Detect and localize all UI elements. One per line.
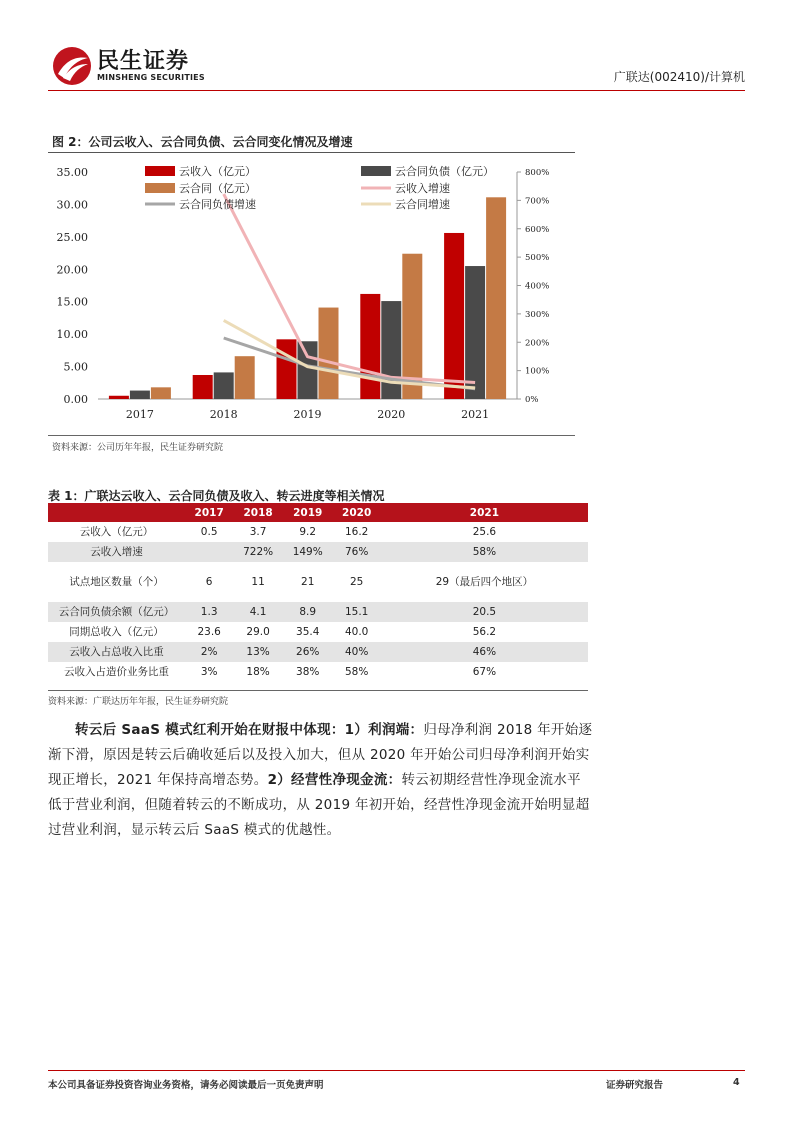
- bar: [193, 375, 213, 399]
- y-right-tick-label: 400%: [525, 281, 550, 292]
- x-tick-label: 2021: [461, 408, 490, 421]
- row-label: 同期总收入（亿元）: [69, 626, 164, 638]
- y-right-tick-label: 0%: [525, 395, 539, 405]
- minsheng-logo-icon: [52, 46, 92, 86]
- paragraph-text-cashflow: 转云初期经营性净现金流水平低于营业利润，但随着转云的不断成功，从 2019 年初开始，经营性净现金流开始明显超过营业利润，显示转云后 SaaS 模式的优越性。: [48, 772, 590, 838]
- table-cell: 29.0: [246, 626, 270, 638]
- y-right-tick-label: 700%: [525, 196, 550, 207]
- footer-disclaimer: 本公司具备证券投资咨询业务资格，请务必阅读最后一页免责声明: [48, 1080, 324, 1091]
- y-left-tick-label: 30.00: [56, 198, 88, 212]
- row-label: 云收入占总收入比重: [48, 642, 185, 662]
- page-number: 4: [733, 1077, 740, 1088]
- footer-report-type: 证券研究报告: [606, 1080, 664, 1091]
- table-cell: 26%: [283, 642, 333, 662]
- table-cell: 2%: [185, 642, 233, 662]
- bar: [214, 372, 234, 399]
- report-label: 广联达(002410)/计算机: [613, 70, 745, 84]
- table-cell: 11: [251, 576, 265, 588]
- table-cell: 16.2: [344, 526, 369, 538]
- y-right-tick-label: 600%: [525, 224, 550, 235]
- y-left-tick-label: 20.00: [56, 263, 88, 277]
- cloud-progress-table: [48, 503, 588, 682]
- figure-source: 资料来源：公司历年年报，民生证券研究院: [52, 443, 224, 453]
- table-cell: 20.5: [381, 602, 588, 622]
- y-left-tick-label: 25.00: [56, 230, 88, 244]
- series-line: [224, 320, 475, 388]
- table-cell: 3%: [200, 666, 218, 678]
- table-cell: 13%: [233, 642, 283, 662]
- table-header-cell: 2018: [233, 503, 283, 522]
- table-cell: 40.0: [344, 626, 369, 638]
- table-cell: 58%: [381, 542, 588, 562]
- x-tick-label: 2018: [209, 408, 238, 421]
- paragraph-subhead-cashflow: 2）经营性净现金流：: [267, 772, 402, 788]
- table-cell: 8.9: [283, 602, 333, 622]
- table-cell: 67%: [472, 666, 497, 678]
- table-row: [48, 542, 588, 562]
- y-left-tick-label: 10.00: [56, 328, 88, 342]
- bar: [465, 266, 485, 399]
- x-tick-label: 2020: [377, 408, 406, 421]
- table-row: [48, 622, 588, 642]
- figure-bottom-rule: [48, 435, 575, 436]
- legend-swatch: [361, 166, 391, 176]
- table-cell: 3.7: [249, 526, 267, 538]
- figure-title: 图 2：公司云收入、云合同负债、云合同变化情况及增速: [52, 135, 353, 149]
- bar: [319, 308, 339, 399]
- table-cell: [185, 542, 233, 562]
- table-cell: 9.2: [299, 526, 317, 538]
- table-header-cell: 2017: [185, 503, 233, 522]
- bar: [235, 356, 255, 399]
- table-cell: 56.2: [472, 626, 497, 638]
- table-cell: 38%: [296, 666, 320, 678]
- series-line: [224, 194, 475, 382]
- row-label: 试点地区数量（个）: [69, 576, 164, 588]
- legend-label: 云收入增速: [395, 182, 450, 195]
- row-label: 云收入增速: [48, 542, 185, 562]
- table-cell: 25.6: [472, 526, 497, 538]
- cloud-revenue-chart: [48, 155, 575, 430]
- y-right-tick-label: 800%: [525, 168, 550, 178]
- row-label: 云合同负债余额（亿元）: [48, 602, 185, 622]
- y-right-tick-label: 100%: [525, 366, 550, 377]
- header-divider: [48, 90, 745, 91]
- paragraph-text-profit: 归母净利润 2018 年开始逐渐下滑，原因是转云后确收延后以及投入加大，但从 2020 年开始公司归母净利润开始实现正增长，2021 年保持高增态势。: [48, 722, 593, 788]
- table-source: 资料来源：广联达历年年报，民生证券研究院: [48, 697, 229, 707]
- y-left-tick-label: 0.00: [63, 393, 88, 406]
- paragraph-lead: 转云后 SaaS 模式红利开始在财报中体现：1）利润端：: [75, 722, 424, 738]
- table-row: [48, 642, 588, 662]
- legend-label: 云合同（亿元）: [179, 182, 256, 195]
- legend-swatch: [145, 183, 175, 193]
- table-cell: 722%: [233, 542, 283, 562]
- table-cell: 46%: [381, 642, 588, 662]
- table-title: 表 1：广联达云收入、云合同负债及收入、转云进度等相关情况: [48, 489, 385, 503]
- table-cell: 58%: [344, 666, 369, 678]
- table-cell: 35.4: [296, 626, 320, 638]
- table-row: [48, 522, 588, 542]
- table-header-cell: [48, 503, 185, 522]
- x-tick-label: 2017: [125, 408, 154, 421]
- y-left-tick-label: 35.00: [56, 166, 88, 179]
- table-cell: 18%: [246, 666, 270, 678]
- y-left-tick-label: 5.00: [63, 360, 88, 374]
- bar: [130, 391, 150, 399]
- row-label: 云收入（亿元）: [79, 526, 154, 538]
- legend-label: 云收入（亿元）: [179, 165, 256, 178]
- table-cell: 15.1: [333, 602, 381, 622]
- table-bottom-rule: [48, 690, 588, 691]
- table-header-row: [48, 503, 588, 522]
- row-label: 云收入占造价业务比重: [64, 666, 169, 678]
- bar: [298, 341, 318, 399]
- x-tick-label: 2019: [293, 408, 322, 421]
- bar: [109, 396, 129, 399]
- y-right-tick-label: 200%: [525, 338, 550, 349]
- bar: [381, 301, 401, 399]
- legend-label: 云合同增速: [395, 198, 450, 211]
- table-cell: 6: [205, 576, 213, 588]
- table-header-cell: 2020: [333, 503, 381, 522]
- table-row: [48, 562, 588, 602]
- y-right-tick-label: 300%: [525, 309, 550, 320]
- table-header-cell: 2019: [283, 503, 333, 522]
- table-cell: 4.1: [233, 602, 283, 622]
- table-cell: 1.3: [185, 602, 233, 622]
- legend-label: 云合同负债增速: [179, 198, 256, 211]
- table-cell: 25: [349, 576, 364, 588]
- footer-divider: [48, 1070, 745, 1071]
- y-left-tick-label: 15.00: [56, 295, 88, 309]
- legend-swatch: [145, 166, 175, 176]
- bar: [151, 387, 171, 399]
- bar: [444, 233, 464, 399]
- y-right-tick-label: 500%: [525, 253, 550, 264]
- bar: [360, 294, 380, 399]
- table-row: [48, 662, 588, 682]
- body-paragraph: [48, 718, 593, 843]
- table-cell: 29（最后四个地区）: [435, 576, 534, 588]
- table-cell: 23.6: [197, 626, 221, 638]
- table-header-cell: 2021: [381, 503, 588, 522]
- table-cell: 0.5: [200, 526, 218, 538]
- legend-label: 云合同负债（亿元）: [395, 165, 494, 178]
- table-cell: 21: [301, 576, 315, 588]
- table-row: [48, 602, 588, 622]
- bar: [277, 339, 297, 399]
- bar: [486, 197, 506, 399]
- table-cell: 149%: [283, 542, 333, 562]
- brand-name-cn: 民生证券: [97, 49, 190, 74]
- brand-name-en: MINSHENG SECURITIES: [97, 73, 205, 82]
- table-cell: 76%: [333, 542, 381, 562]
- figure-top-rule: [48, 152, 575, 153]
- table-cell: 40%: [333, 642, 381, 662]
